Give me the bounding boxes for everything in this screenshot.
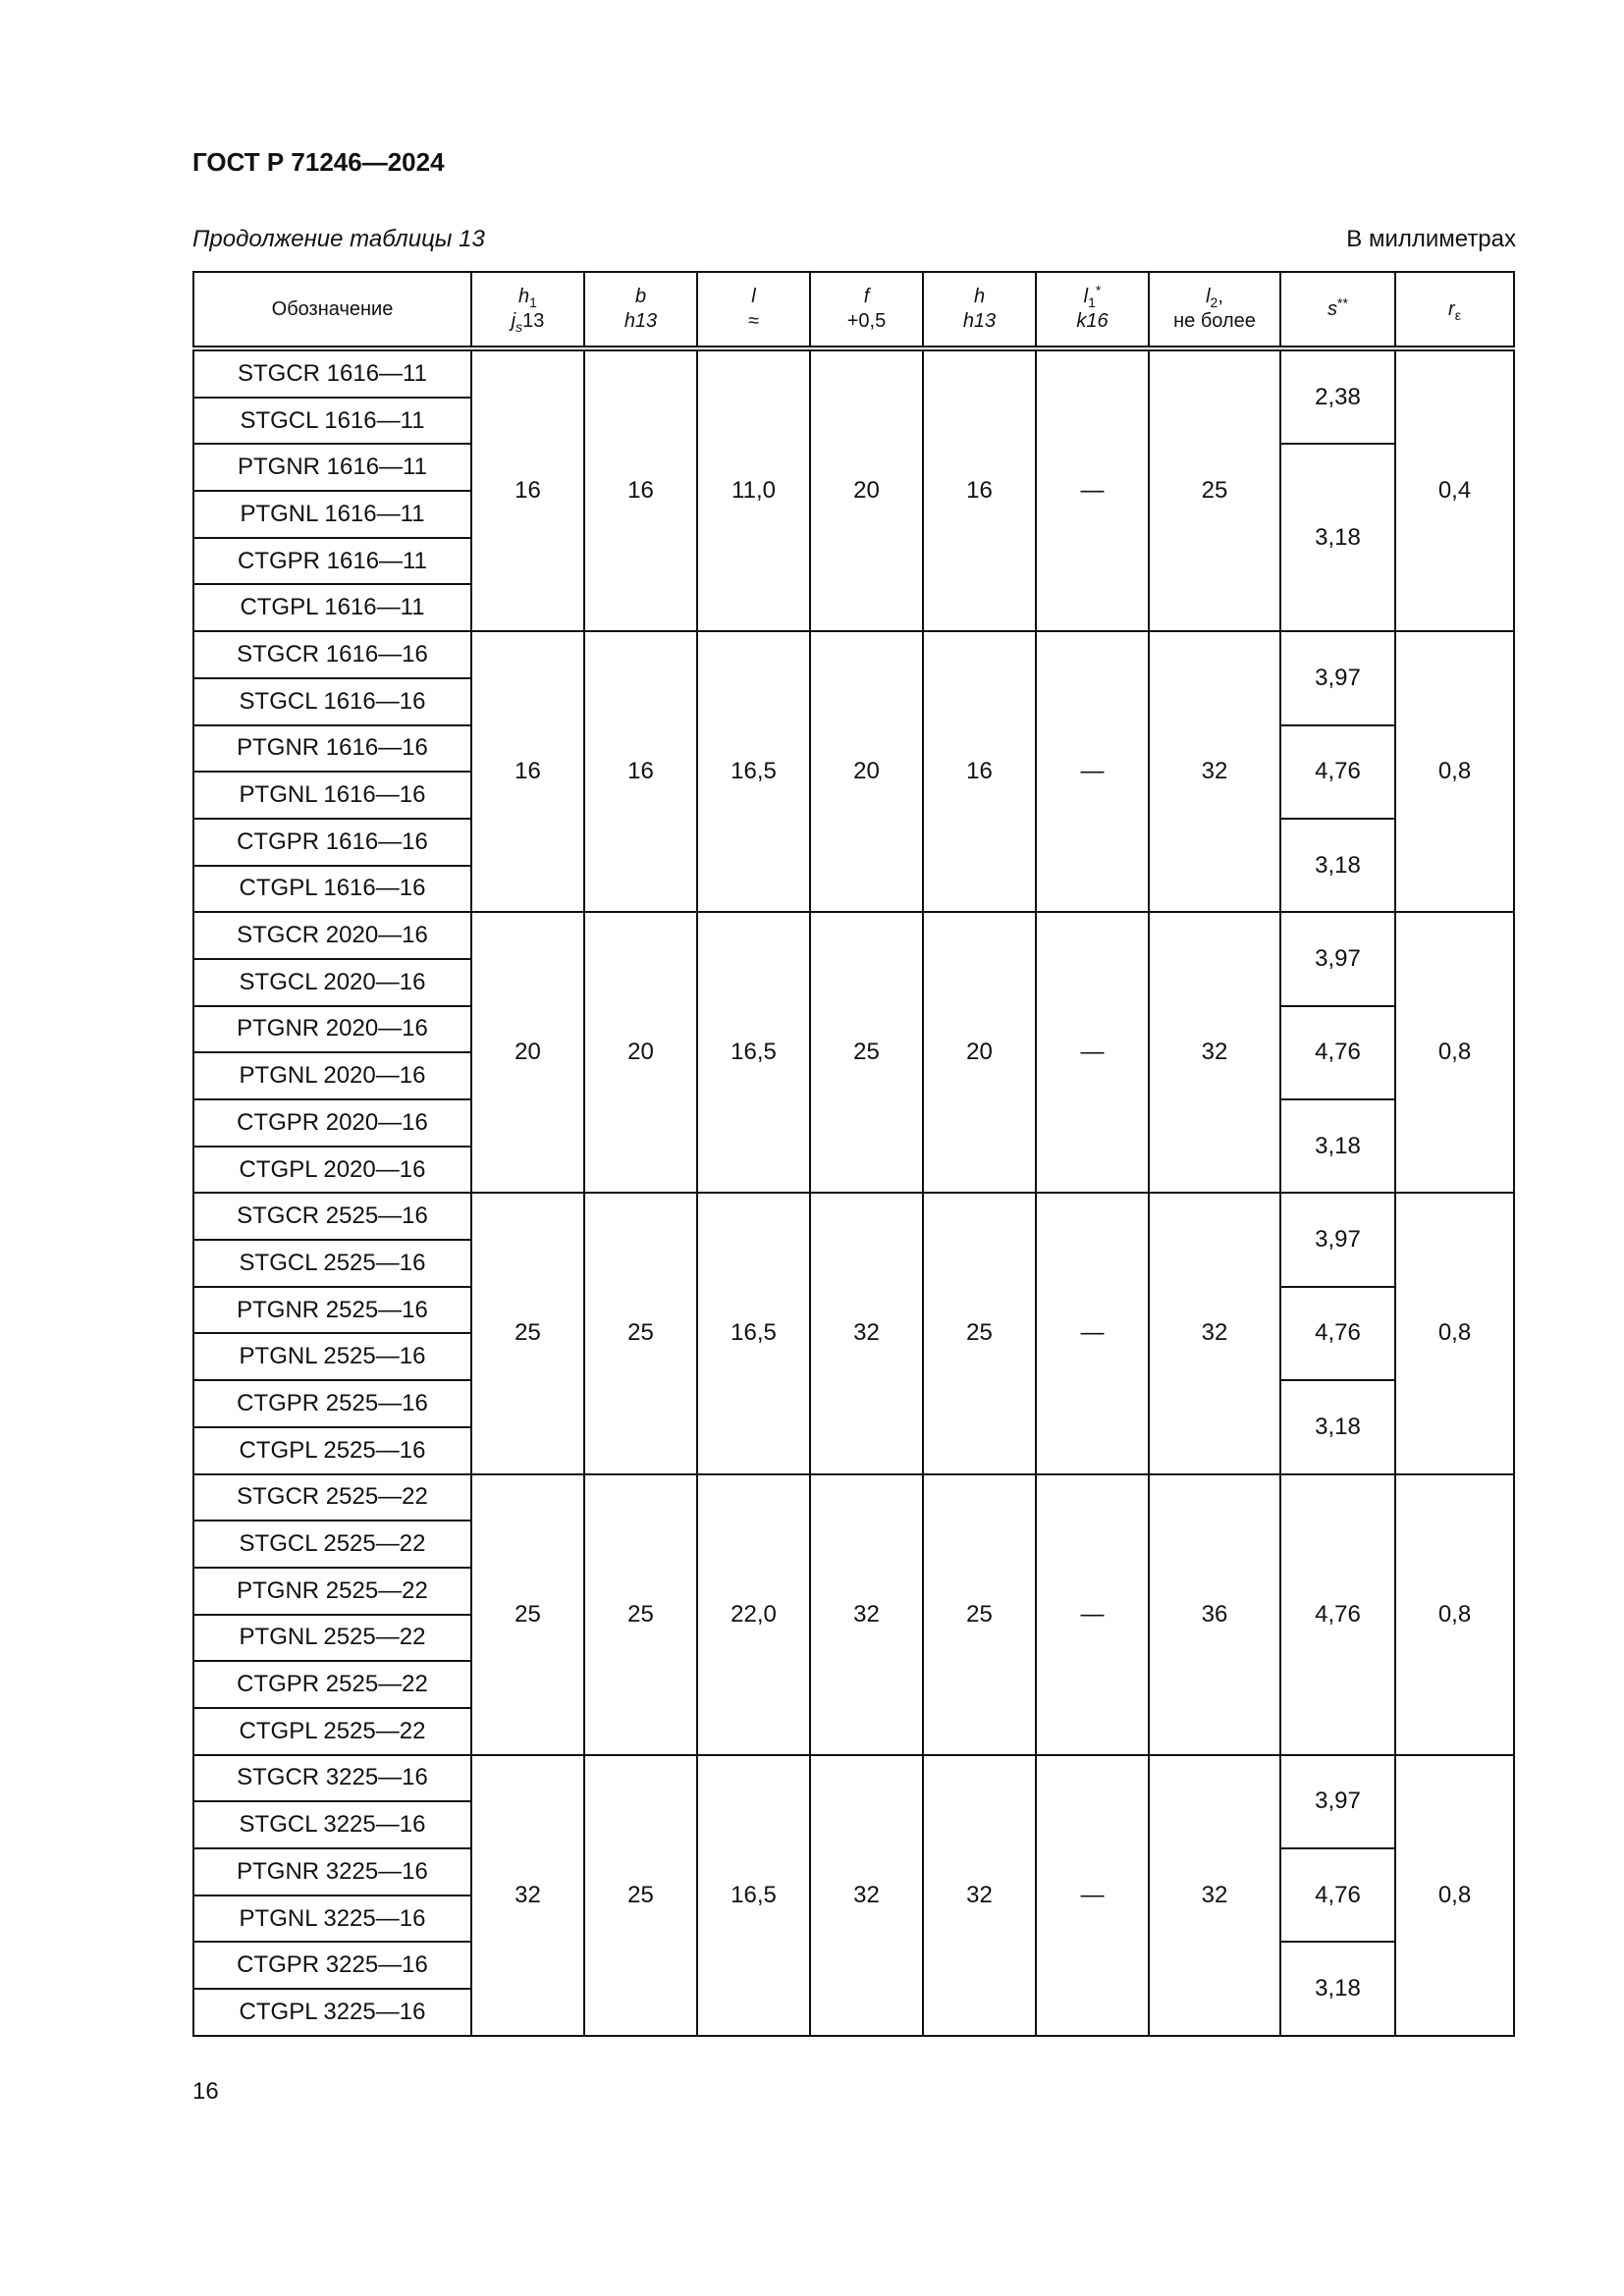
designation-cell: CTGPL 2020—16 <box>193 1147 471 1194</box>
l-cell: 16,5 <box>697 1193 810 1473</box>
h-cell: 20 <box>923 912 1036 1193</box>
r-cell: 0,8 <box>1395 1193 1514 1473</box>
designation-cell: CTGPL 1616—11 <box>193 584 471 631</box>
designation-cell: STGCL 1616—11 <box>193 398 471 445</box>
f-cell: 20 <box>810 348 923 631</box>
s-cell: 4,76 <box>1280 725 1395 819</box>
designation-cell: STGCL 2525—16 <box>193 1240 471 1287</box>
r-cell: 0,8 <box>1395 1474 1514 1755</box>
table-row <box>193 1193 1514 1240</box>
h-cell: 32 <box>923 1755 1036 2036</box>
header-l1: $l_1^*$ k16 <box>1036 272 1149 348</box>
l2-cell: 32 <box>1149 912 1280 1193</box>
designation-cell: PTGNL 1616—11 <box>193 491 471 538</box>
f-cell: 25 <box>810 912 923 1193</box>
header-l2: $l_2$, не более <box>1149 272 1280 348</box>
r-cell: 0,8 <box>1395 912 1514 1193</box>
designation-cell: PTGNR 2525—16 <box>193 1287 471 1334</box>
f-cell: 20 <box>810 631 923 912</box>
l1-cell: — <box>1036 1474 1149 1755</box>
designation-cell: PTGNR 2525—22 <box>193 1568 471 1615</box>
s-cell: 4,76 <box>1280 1006 1395 1099</box>
l2-cell: 32 <box>1149 1755 1280 2036</box>
h1-cell: 20 <box>471 912 584 1193</box>
designation-cell: PTGNL 3225—16 <box>193 1896 471 1943</box>
l2-cell: 36 <box>1149 1474 1280 1755</box>
s-cell: 3,18 <box>1280 1099 1395 1193</box>
l-cell: 16,5 <box>697 912 810 1193</box>
f-cell: 32 <box>810 1474 923 1755</box>
page-number: 16 <box>192 2078 219 2105</box>
designation-cell: PTGNL 2020—16 <box>193 1052 471 1099</box>
l1-cell: — <box>1036 912 1149 1193</box>
l-cell: 22,0 <box>697 1474 810 1755</box>
h1-cell: 16 <box>471 348 584 631</box>
designation-cell: STGCR 2525—22 <box>193 1474 471 1522</box>
l1-cell: — <box>1036 1193 1149 1473</box>
s-cell: 4,76 <box>1280 1848 1395 1942</box>
header-designation: Обозначение <box>193 272 471 348</box>
header-f: f +0,5 <box>810 272 923 348</box>
table-row <box>193 912 1514 959</box>
table-caption: Продолжение таблицы 13 <box>192 226 485 252</box>
h1-cell: 25 <box>471 1474 584 1755</box>
designation-cell: CTGPR 2525—16 <box>193 1380 471 1427</box>
table-body <box>193 348 1514 2036</box>
b-cell: 16 <box>584 631 697 912</box>
h-cell: 16 <box>923 348 1036 631</box>
table-header <box>193 272 1514 348</box>
designation-cell: STGCR 1616—16 <box>193 631 471 678</box>
header-l: l ≈ <box>697 272 810 348</box>
header-b: b h13 <box>584 272 697 348</box>
l-cell: 11,0 <box>697 348 810 631</box>
h1-cell: 25 <box>471 1193 584 1473</box>
b-cell: 25 <box>584 1755 697 2036</box>
b-cell: 25 <box>584 1474 697 1755</box>
h-cell: 25 <box>923 1474 1036 1755</box>
r-cell: 0,4 <box>1395 348 1514 631</box>
designation-cell: CTGPR 2020—16 <box>193 1099 471 1147</box>
table-row <box>193 631 1514 678</box>
s-cell: 3,18 <box>1280 444 1395 631</box>
header-r: $r_\varepsilon$ <box>1395 272 1514 348</box>
r-cell: 0,8 <box>1395 1755 1514 2036</box>
designation-cell: CTGPL 1616—16 <box>193 866 471 913</box>
header-h1: $h_1$ $j_s13$ <box>471 272 584 348</box>
b-cell: 25 <box>584 1193 697 1473</box>
designation-cell: CTGPL 2525—22 <box>193 1708 471 1755</box>
s-cell: 4,76 <box>1280 1287 1395 1380</box>
l1-cell: — <box>1036 631 1149 912</box>
designation-cell: CTGPL 2525—16 <box>193 1427 471 1474</box>
designation-cell: CTGPR 1616—16 <box>193 819 471 866</box>
designation-cell: PTGNR 2020—16 <box>193 1006 471 1053</box>
l1-cell: — <box>1036 348 1149 631</box>
l1-cell: — <box>1036 1755 1149 2036</box>
l-cell: 16,5 <box>697 631 810 912</box>
designation-cell: CTGPR 3225—16 <box>193 1942 471 1989</box>
designation-cell: STGCR 3225—16 <box>193 1755 471 1802</box>
designation-cell: STGCR 2525—16 <box>193 1193 471 1240</box>
s-cell: 2,38 <box>1280 348 1395 444</box>
l2-cell: 32 <box>1149 1193 1280 1473</box>
designation-cell: PTGNR 1616—11 <box>193 444 471 491</box>
h1-cell: 16 <box>471 631 584 912</box>
designation-cell: PTGNL 2525—22 <box>193 1615 471 1662</box>
s-cell: 3,97 <box>1280 1755 1395 1848</box>
l2-cell: 25 <box>1149 348 1280 631</box>
designation-cell: STGCR 2020—16 <box>193 912 471 959</box>
f-cell: 32 <box>810 1755 923 2036</box>
dimensions-table <box>192 271 1515 2037</box>
designation-cell: PTGNR 1616—16 <box>193 725 471 773</box>
designation-cell: STGCL 3225—16 <box>193 1801 471 1848</box>
designation-cell: PTGNR 3225—16 <box>193 1848 471 1896</box>
h-cell: 25 <box>923 1193 1036 1473</box>
designation-cell: PTGNL 1616—16 <box>193 772 471 819</box>
l-cell: 16,5 <box>697 1755 810 2036</box>
designation-cell: STGCL 1616—16 <box>193 678 471 725</box>
designation-cell: CTGPR 1616—11 <box>193 538 471 585</box>
table-row <box>193 348 1514 398</box>
document-code: ГОСТ Р 71246—2024 <box>192 147 445 177</box>
designation-cell: STGCL 2020—16 <box>193 959 471 1006</box>
b-cell: 16 <box>584 348 697 631</box>
designation-cell: PTGNL 2525—16 <box>193 1333 471 1380</box>
designation-cell: CTGPR 2525—22 <box>193 1661 471 1708</box>
r-cell: 0,8 <box>1395 631 1514 912</box>
designation-cell: CTGPL 3225—16 <box>193 1989 471 2036</box>
designation-cell: STGCL 2525—22 <box>193 1521 471 1568</box>
f-cell: 32 <box>810 1193 923 1473</box>
h1-cell: 32 <box>471 1755 584 2036</box>
header-h: h h13 <box>923 272 1036 348</box>
header-s: s** <box>1280 272 1395 348</box>
table-row <box>193 1474 1514 1522</box>
b-cell: 20 <box>584 912 697 1193</box>
designation-cell: STGCR 1616—11 <box>193 348 471 398</box>
units-note: В миллиметрах <box>1346 226 1516 252</box>
s-cell: 3,18 <box>1280 1942 1395 2035</box>
s-cell: 3,18 <box>1280 1380 1395 1473</box>
h-cell: 16 <box>923 631 1036 912</box>
s-cell: 4,76 <box>1280 1474 1395 1755</box>
s-cell: 3,18 <box>1280 819 1395 912</box>
s-cell: 3,97 <box>1280 912 1395 1005</box>
l2-cell: 32 <box>1149 631 1280 912</box>
table-row <box>193 1755 1514 1802</box>
s-cell: 3,97 <box>1280 631 1395 724</box>
s-cell: 3,97 <box>1280 1193 1395 1286</box>
